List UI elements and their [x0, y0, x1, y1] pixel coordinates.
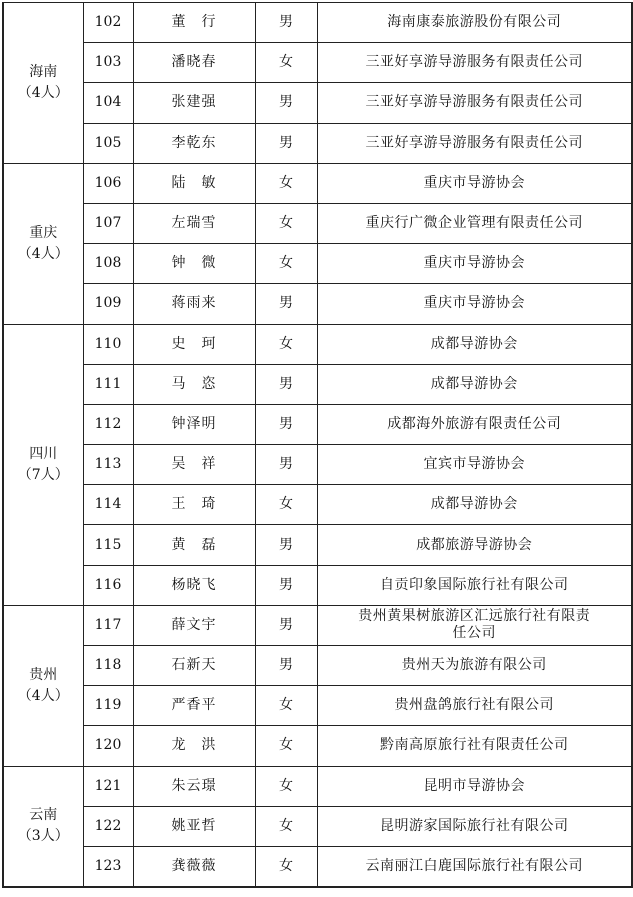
row-number: 105	[83, 123, 133, 163]
organization: 昆明游家国际旅行社有限公司	[317, 806, 632, 846]
person-name: 蒋雨来	[133, 284, 255, 324]
table-row	[3, 525, 632, 565]
table-row	[3, 445, 632, 485]
table-row	[3, 646, 632, 686]
gender: 女	[255, 244, 317, 284]
row-number: 109	[83, 284, 133, 324]
organization: 云南丽江白鹿国际旅行社有限公司	[317, 846, 632, 886]
organization: 昆明市导游协会	[317, 766, 632, 806]
gender: 女	[255, 686, 317, 726]
organization: 贵州黄果树旅游区汇远旅行社有限责任公司	[317, 605, 632, 645]
organization: 三亚好享游导游服务有限责任公司	[317, 43, 632, 83]
table-row	[3, 284, 632, 324]
person-name: 薛文宇	[133, 605, 255, 645]
guide-list-table	[2, 2, 633, 888]
row-number: 113	[83, 445, 133, 485]
gender: 女	[255, 846, 317, 886]
organization: 海南康泰旅游股份有限公司	[317, 3, 632, 43]
province-name: 云南	[29, 807, 58, 824]
organization: 贵州天为旅游有限公司	[317, 646, 632, 686]
organization: 三亚好享游导游服务有限责任公司	[317, 83, 632, 123]
province-count: （4人）	[17, 84, 69, 101]
table-row	[3, 726, 632, 766]
gender: 男	[255, 525, 317, 565]
organization: 成都导游协会	[317, 324, 632, 364]
organization: 成都旅游导游协会	[317, 525, 632, 565]
province-count: （4人）	[17, 687, 69, 704]
gender: 男	[255, 445, 317, 485]
table-row	[3, 123, 632, 163]
province-count: （4人）	[17, 245, 69, 262]
row-number: 110	[83, 324, 133, 364]
gender: 男	[255, 646, 317, 686]
gender: 男	[255, 605, 317, 645]
table-row	[3, 203, 632, 243]
organization: 贵州盘鸽旅行社有限公司	[317, 686, 632, 726]
table-row	[3, 404, 632, 444]
row-number: 106	[83, 163, 133, 203]
organization: 黔南高原旅行社有限责任公司	[317, 726, 632, 766]
province-name: 贵州	[29, 666, 58, 683]
row-number: 123	[83, 846, 133, 886]
person-name: 董 行	[133, 3, 255, 43]
person-name: 王 琦	[133, 485, 255, 525]
gender: 男	[255, 123, 317, 163]
province-count: （7人）	[17, 466, 69, 483]
table-row	[3, 806, 632, 846]
organization: 成都导游协会	[317, 364, 632, 404]
gender: 女	[255, 766, 317, 806]
province-cell	[3, 163, 83, 324]
table-row	[3, 605, 632, 645]
gender: 女	[255, 806, 317, 846]
person-name: 陆 敏	[133, 163, 255, 203]
person-name: 石新天	[133, 646, 255, 686]
row-number: 120	[83, 726, 133, 766]
gender: 女	[255, 163, 317, 203]
gender: 女	[255, 203, 317, 243]
person-name: 钟泽明	[133, 404, 255, 444]
province-cell	[3, 766, 83, 887]
person-name: 杨晓飞	[133, 565, 255, 605]
table-row	[3, 686, 632, 726]
gender: 女	[255, 43, 317, 83]
gender: 男	[255, 284, 317, 324]
gender: 女	[255, 485, 317, 525]
row-number: 117	[83, 605, 133, 645]
organization: 重庆市导游协会	[317, 244, 632, 284]
person-name: 龙 洪	[133, 726, 255, 766]
organization: 三亚好享游导游服务有限责任公司	[317, 123, 632, 163]
person-name: 姚亚哲	[133, 806, 255, 846]
row-number: 114	[83, 485, 133, 525]
table-row	[3, 244, 632, 284]
province-name: 四川	[29, 445, 58, 462]
gender: 男	[255, 3, 317, 43]
person-name: 史 珂	[133, 324, 255, 364]
gender: 男	[255, 364, 317, 404]
person-name: 李乾东	[133, 123, 255, 163]
organization: 自贡印象国际旅行社有限公司	[317, 565, 632, 605]
table-row	[3, 3, 632, 43]
province-name: 海南	[29, 63, 58, 80]
row-number: 119	[83, 686, 133, 726]
table-row	[3, 485, 632, 525]
table-row	[3, 846, 632, 886]
row-number: 102	[83, 3, 133, 43]
organization: 成都海外旅游有限责任公司	[317, 404, 632, 444]
organization: 成都导游协会	[317, 485, 632, 525]
person-name: 潘晓春	[133, 43, 255, 83]
gender: 女	[255, 324, 317, 364]
gender: 女	[255, 726, 317, 766]
gender: 男	[255, 404, 317, 444]
organization: 重庆市导游协会	[317, 163, 632, 203]
person-name: 马 恣	[133, 364, 255, 404]
table-row	[3, 163, 632, 203]
table-row	[3, 83, 632, 123]
row-number: 118	[83, 646, 133, 686]
row-number: 104	[83, 83, 133, 123]
row-number: 122	[83, 806, 133, 846]
gender: 男	[255, 83, 317, 123]
person-name: 龚薇薇	[133, 846, 255, 886]
row-number: 107	[83, 203, 133, 243]
row-number: 121	[83, 766, 133, 806]
province-count: （3人）	[17, 828, 69, 845]
table-row	[3, 766, 632, 806]
person-name: 黄 磊	[133, 525, 255, 565]
table-row	[3, 324, 632, 364]
organization: 重庆市导游协会	[317, 284, 632, 324]
row-number: 116	[83, 565, 133, 605]
province-name: 重庆	[29, 224, 58, 241]
row-number: 103	[83, 43, 133, 83]
person-name: 严香平	[133, 686, 255, 726]
province-cell	[3, 324, 83, 605]
person-name: 朱云璟	[133, 766, 255, 806]
person-name: 吴 祥	[133, 445, 255, 485]
row-number: 111	[83, 364, 133, 404]
row-number: 115	[83, 525, 133, 565]
organization: 宜宾市导游协会	[317, 445, 632, 485]
person-name: 钟 微	[133, 244, 255, 284]
row-number: 112	[83, 404, 133, 444]
province-cell	[3, 605, 83, 766]
row-number: 108	[83, 244, 133, 284]
organization: 重庆行广微企业管理有限责任公司	[317, 203, 632, 243]
table-row	[3, 565, 632, 605]
province-cell	[3, 3, 83, 164]
person-name: 左瑞雪	[133, 203, 255, 243]
gender: 男	[255, 565, 317, 605]
table-row	[3, 43, 632, 83]
table-row	[3, 364, 632, 404]
person-name: 张建强	[133, 83, 255, 123]
table-body	[3, 3, 632, 887]
